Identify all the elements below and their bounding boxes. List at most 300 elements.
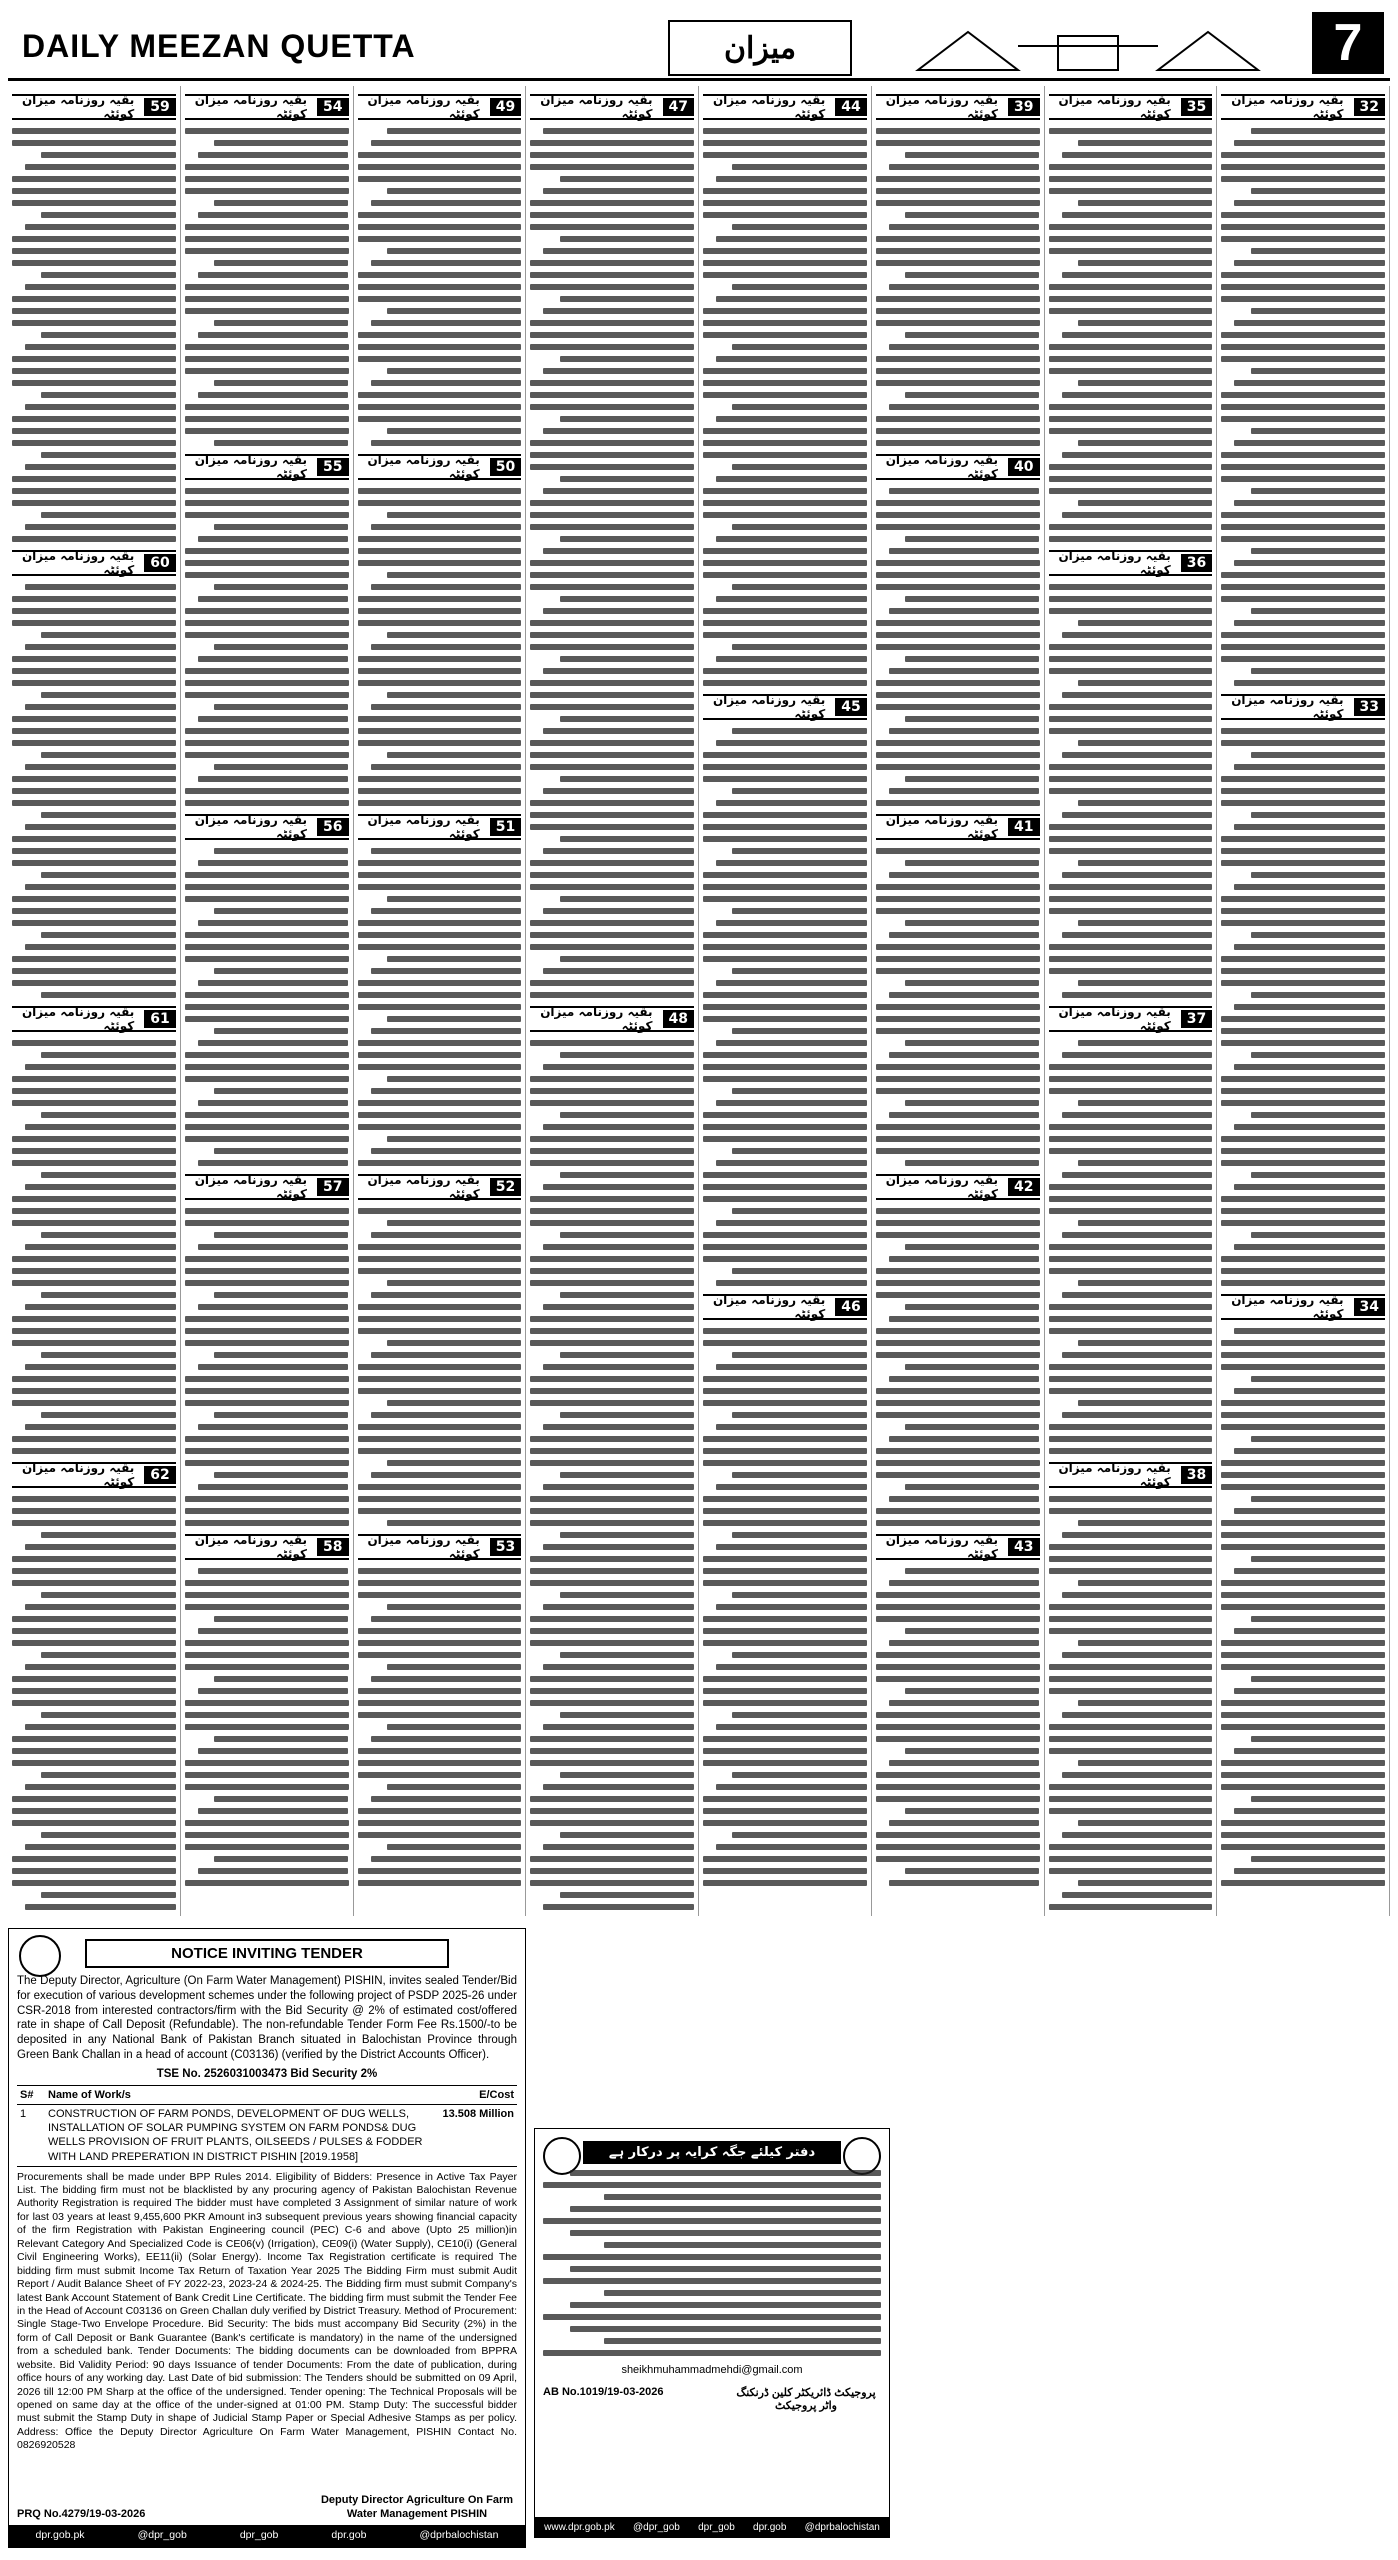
text-line bbox=[1062, 1112, 1213, 1118]
text-line bbox=[530, 1220, 694, 1226]
text-line bbox=[12, 1268, 176, 1274]
table-cell: CONSTRUCTION OF FARM PONDS, DEVELOPMENT OF DUG WELLS, INSTALLATION OF SOLAR PUMPING SYSTEM ON FARM PONDS& DUG WELLS PROVISION OF FRUIT PLANTS, OILSEEDS / PULSES & FODDER WITH LAND PREPERATION IN DISTRICT PISHIN [2019.1958] bbox=[45, 2105, 431, 2166]
text-line bbox=[703, 1868, 867, 1874]
advert-signatory: پروجیکٹ ڈائریکٹر کلین ڈرنکنگ واٹر پروجیکٹ bbox=[736, 2387, 876, 2412]
text-line bbox=[358, 272, 522, 278]
text-line bbox=[387, 1016, 521, 1022]
text-line bbox=[358, 944, 522, 950]
text-line bbox=[214, 140, 348, 146]
text-line bbox=[1221, 1460, 1385, 1466]
text-line bbox=[530, 224, 694, 230]
text-line bbox=[12, 1676, 176, 1682]
text-line bbox=[1078, 380, 1212, 386]
text-line bbox=[1251, 932, 1385, 938]
continuation-badge bbox=[1221, 1294, 1385, 1320]
text-line bbox=[1078, 1520, 1212, 1526]
text-line bbox=[185, 632, 349, 638]
website-link[interactable]: www.dpr.gob.pk bbox=[544, 2521, 615, 2533]
continuation-number: 36 bbox=[1181, 554, 1212, 572]
text-line bbox=[358, 1880, 522, 1886]
text-line bbox=[905, 1244, 1039, 1250]
text-line bbox=[703, 812, 867, 818]
text-line bbox=[185, 128, 349, 134]
text-line bbox=[371, 1028, 522, 1034]
text-line bbox=[387, 1400, 521, 1406]
text-line bbox=[732, 224, 866, 230]
text-line bbox=[876, 1520, 1040, 1526]
text-line bbox=[703, 248, 867, 254]
text-line bbox=[905, 1040, 1039, 1046]
text-line bbox=[1062, 332, 1213, 338]
continuation-badge bbox=[703, 94, 867, 120]
text-line bbox=[1049, 1136, 1213, 1142]
text-line bbox=[1049, 1424, 1213, 1430]
text-line bbox=[1221, 1772, 1385, 1778]
text-line bbox=[41, 1712, 175, 1718]
text-line bbox=[530, 980, 694, 986]
text-line bbox=[185, 1700, 349, 1706]
text-line bbox=[876, 1400, 1040, 1406]
text-line bbox=[703, 1688, 867, 1694]
text-line bbox=[185, 1664, 349, 1670]
continuation-badge bbox=[358, 94, 522, 120]
text-line bbox=[1049, 704, 1213, 710]
social-handle[interactable]: dpr.gob bbox=[753, 2521, 787, 2533]
text-line bbox=[1078, 320, 1212, 326]
continuation-badge bbox=[1049, 94, 1213, 120]
text-line bbox=[703, 1340, 867, 1346]
text-line bbox=[703, 752, 867, 758]
text-line bbox=[1221, 728, 1385, 734]
text-line bbox=[214, 1676, 348, 1682]
text-line bbox=[1221, 1028, 1385, 1034]
text-line bbox=[1049, 1664, 1213, 1670]
text-line bbox=[543, 308, 694, 314]
text-line bbox=[703, 944, 867, 950]
text-line bbox=[12, 968, 176, 974]
text-line bbox=[1049, 236, 1213, 242]
text-line bbox=[530, 452, 694, 458]
text-line bbox=[530, 1088, 694, 1094]
text-line bbox=[185, 1004, 349, 1010]
continuation-label: بقیہ روزنامہ میزان کوئٹہ bbox=[367, 453, 480, 481]
text-line bbox=[876, 380, 1040, 386]
text-line bbox=[703, 992, 867, 998]
text-line bbox=[12, 1388, 176, 1394]
text-line bbox=[12, 1580, 176, 1586]
text-line bbox=[876, 1724, 1040, 1730]
text-line bbox=[25, 584, 176, 590]
text-line bbox=[1221, 740, 1385, 746]
text-line bbox=[185, 1604, 349, 1610]
text-line bbox=[214, 1856, 348, 1862]
text-line bbox=[703, 872, 867, 878]
text-line bbox=[530, 824, 694, 830]
text-line bbox=[543, 908, 694, 914]
text-line bbox=[1251, 188, 1385, 194]
continuation-number: 50 bbox=[490, 458, 521, 476]
continuation-label: بقیہ روزنامہ میزان کوئٹہ bbox=[367, 1173, 480, 1201]
text-line bbox=[703, 1376, 867, 1382]
text-line bbox=[1049, 596, 1213, 602]
continuation-number: 53 bbox=[490, 1538, 521, 1556]
text-line bbox=[185, 992, 349, 998]
continuation-number: 56 bbox=[317, 818, 348, 836]
text-line bbox=[543, 428, 694, 434]
text-line bbox=[358, 1700, 522, 1706]
text-line bbox=[185, 1220, 349, 1226]
text-line bbox=[1049, 1736, 1213, 1742]
text-line bbox=[703, 1076, 867, 1082]
text-line bbox=[198, 536, 349, 542]
text-line bbox=[703, 824, 867, 830]
social-handle[interactable]: @dprbalochistan bbox=[804, 2521, 880, 2533]
text-line bbox=[358, 656, 522, 662]
text-line bbox=[185, 356, 349, 362]
text-line bbox=[1221, 644, 1385, 650]
text-line bbox=[198, 716, 349, 722]
text-line bbox=[732, 788, 866, 794]
text-line bbox=[1049, 248, 1213, 254]
social-handle[interactable]: dpr.gob bbox=[331, 2529, 367, 2542]
prq-number: PRQ No.4279/19-03-2026 bbox=[17, 2507, 146, 2520]
text-line bbox=[41, 1172, 175, 1178]
text-line bbox=[530, 152, 694, 158]
text-line bbox=[716, 1100, 867, 1106]
text-line bbox=[543, 1124, 694, 1130]
text-line bbox=[185, 164, 349, 170]
text-line bbox=[371, 704, 522, 710]
text-line bbox=[1251, 368, 1385, 374]
text-line bbox=[889, 1436, 1040, 1442]
text-line bbox=[543, 1484, 694, 1490]
text-line bbox=[25, 1184, 176, 1190]
text-line bbox=[12, 1688, 176, 1694]
text-line bbox=[530, 620, 694, 626]
continuation-number: 33 bbox=[1354, 698, 1385, 716]
text-line bbox=[1221, 572, 1385, 578]
text-line bbox=[1221, 584, 1385, 590]
text-line bbox=[358, 932, 522, 938]
text-line bbox=[1049, 908, 1213, 914]
text-line bbox=[530, 932, 694, 938]
text-line bbox=[530, 812, 694, 818]
text-line bbox=[530, 344, 694, 350]
text-line bbox=[530, 260, 694, 266]
text-line bbox=[1234, 140, 1385, 146]
text-line bbox=[1049, 476, 1213, 482]
text-line bbox=[703, 380, 867, 386]
text-line bbox=[1062, 872, 1213, 878]
text-line bbox=[25, 1844, 176, 1850]
text-line bbox=[185, 1112, 349, 1118]
continuation-label: بقیہ روزنامہ میزان کوئٹہ bbox=[885, 93, 999, 121]
text-line bbox=[876, 176, 1040, 182]
text-line bbox=[530, 1568, 694, 1574]
text-line bbox=[12, 1616, 176, 1622]
text-line bbox=[1049, 1844, 1213, 1850]
text-line bbox=[12, 788, 176, 794]
text-line bbox=[12, 356, 176, 362]
text-line bbox=[889, 1112, 1040, 1118]
text-line bbox=[530, 1148, 694, 1154]
text-line bbox=[41, 992, 175, 998]
text-line bbox=[1049, 896, 1213, 902]
text-line bbox=[1251, 1736, 1385, 1742]
text-line bbox=[41, 1772, 175, 1778]
text-line bbox=[530, 944, 694, 950]
text-line bbox=[876, 1292, 1040, 1298]
text-line bbox=[1221, 836, 1385, 842]
text-line bbox=[876, 1208, 1040, 1214]
text-line bbox=[371, 380, 522, 386]
text-line bbox=[1221, 284, 1385, 290]
text-line bbox=[560, 1652, 694, 1658]
text-line bbox=[358, 404, 522, 410]
continuation-badge bbox=[703, 1294, 867, 1320]
text-line bbox=[1049, 944, 1213, 950]
text-line bbox=[12, 1100, 176, 1106]
text-line bbox=[889, 788, 1040, 794]
text-line bbox=[358, 1040, 522, 1046]
text-line bbox=[905, 1424, 1039, 1430]
text-line bbox=[876, 1832, 1040, 1838]
text-line bbox=[1221, 968, 1385, 974]
text-line bbox=[1221, 1256, 1385, 1262]
text-line bbox=[1221, 1364, 1385, 1370]
continuation-label: بقیہ روزنامہ میزان کوئٹہ bbox=[712, 93, 826, 121]
text-line bbox=[703, 1184, 867, 1190]
text-line bbox=[703, 680, 867, 686]
text-line bbox=[12, 1040, 176, 1046]
text-line bbox=[530, 1316, 694, 1322]
text-line bbox=[371, 1292, 522, 1298]
tender-notice bbox=[8, 1928, 526, 2548]
text-line bbox=[560, 1412, 694, 1418]
text-line bbox=[358, 1364, 522, 1370]
text-line bbox=[876, 1340, 1040, 1346]
text-line bbox=[371, 1616, 522, 1622]
text-line bbox=[12, 1796, 176, 1802]
text-line bbox=[185, 788, 349, 794]
text-line bbox=[543, 1544, 694, 1550]
text-line bbox=[703, 1616, 867, 1622]
social-handle[interactable]: @dpr_gob bbox=[632, 2521, 680, 2533]
text-line bbox=[1062, 1232, 1213, 1238]
text-line bbox=[876, 584, 1040, 590]
text-line bbox=[185, 692, 349, 698]
text-line bbox=[1049, 1616, 1213, 1622]
text-line bbox=[530, 140, 694, 146]
text-line bbox=[12, 488, 176, 494]
text-line bbox=[876, 500, 1040, 506]
text-line bbox=[1221, 224, 1385, 230]
text-line bbox=[716, 1424, 867, 1430]
text-line bbox=[889, 608, 1040, 614]
text-line bbox=[889, 1640, 1040, 1646]
text-line bbox=[12, 1208, 176, 1214]
social-handle[interactable]: @dpr_gob bbox=[137, 2529, 187, 2542]
text-line bbox=[358, 1112, 522, 1118]
social-handle[interactable]: @dprbalochistan bbox=[419, 2529, 499, 2542]
text-line bbox=[703, 1796, 867, 1802]
text-line bbox=[530, 704, 694, 710]
text-line bbox=[876, 1124, 1040, 1130]
continuation-number: 61 bbox=[144, 1010, 175, 1028]
text-line bbox=[1078, 680, 1212, 686]
text-line bbox=[703, 500, 867, 506]
text-line bbox=[889, 344, 1040, 350]
continuation-label: بقیہ روزنامہ میزان کوئٹہ bbox=[194, 1173, 308, 1201]
text-line bbox=[185, 404, 349, 410]
text-line bbox=[889, 284, 1040, 290]
continuation-badge bbox=[1221, 694, 1385, 720]
continuation-label: بقیہ روزنامہ میزان کوئٹہ bbox=[367, 813, 480, 841]
advert-email[interactable]: sheikhmuhammadmehdi@gmail.com bbox=[621, 2364, 803, 2376]
text-line bbox=[12, 1556, 176, 1562]
text-line bbox=[1049, 344, 1213, 350]
text-line bbox=[185, 296, 349, 302]
tender-tse: TSE No. 2526031003473 Bid Security 2% bbox=[156, 2067, 378, 2080]
text-line bbox=[358, 1496, 522, 1502]
tender-table bbox=[17, 2085, 517, 2166]
text-line bbox=[41, 1592, 175, 1598]
text-line bbox=[543, 488, 694, 494]
text-line bbox=[25, 164, 176, 170]
text-line bbox=[1049, 824, 1213, 830]
text-line bbox=[716, 740, 867, 746]
continuation-number: 47 bbox=[663, 98, 694, 116]
text-line bbox=[214, 764, 348, 770]
text-line bbox=[530, 680, 694, 686]
text-line bbox=[1221, 1652, 1385, 1658]
continuation-number: 55 bbox=[317, 458, 348, 476]
text-line bbox=[1049, 1388, 1213, 1394]
social-handle[interactable]: dpr_gob bbox=[239, 2529, 279, 2542]
text-line bbox=[716, 176, 867, 182]
text-line bbox=[198, 1868, 349, 1874]
text-line bbox=[876, 140, 1040, 146]
text-line bbox=[12, 596, 176, 602]
text-line bbox=[543, 788, 694, 794]
text-line bbox=[371, 1412, 522, 1418]
text-line bbox=[530, 464, 694, 470]
text-line bbox=[1049, 464, 1213, 470]
text-line bbox=[560, 1772, 694, 1778]
text-line bbox=[1234, 1628, 1385, 1634]
continuation-badge bbox=[358, 1174, 522, 1200]
text-line bbox=[1078, 1100, 1212, 1106]
text-line bbox=[876, 1604, 1040, 1610]
continuation-badge bbox=[185, 454, 349, 480]
text-line bbox=[214, 1028, 348, 1034]
text-line bbox=[530, 1268, 694, 1274]
text-line bbox=[905, 596, 1039, 602]
text-line bbox=[732, 1832, 866, 1838]
text-line bbox=[703, 140, 867, 146]
text-line bbox=[530, 1880, 694, 1886]
text-line bbox=[358, 980, 522, 986]
text-line bbox=[876, 572, 1040, 578]
continuation-label: بقیہ روزنامہ میزان کوئٹہ bbox=[194, 93, 308, 121]
text-line bbox=[1221, 1016, 1385, 1022]
text-line bbox=[876, 1088, 1040, 1094]
text-line bbox=[12, 680, 176, 686]
text-line bbox=[41, 272, 175, 278]
text-line bbox=[1234, 1184, 1385, 1190]
text-line bbox=[41, 1832, 175, 1838]
text-line bbox=[358, 1436, 522, 1442]
text-line bbox=[1234, 1688, 1385, 1694]
text-line bbox=[198, 332, 349, 338]
text-line bbox=[371, 440, 522, 446]
text-line bbox=[214, 584, 348, 590]
text-line bbox=[543, 848, 694, 854]
text-line bbox=[214, 908, 348, 914]
text-line bbox=[25, 1604, 176, 1610]
continuation-badge bbox=[358, 454, 522, 480]
text-line bbox=[358, 1376, 522, 1382]
text-line bbox=[185, 1832, 349, 1838]
text-line bbox=[1221, 332, 1385, 338]
text-line bbox=[185, 488, 349, 494]
text-line bbox=[358, 1652, 522, 1658]
text-line bbox=[1078, 200, 1212, 206]
text-line bbox=[1049, 164, 1213, 170]
continuation-label: بقیہ روزنامہ میزان کوئٹہ bbox=[21, 1461, 135, 1489]
text-line bbox=[41, 1892, 175, 1898]
text-line bbox=[530, 512, 694, 518]
text-line bbox=[25, 1664, 176, 1670]
text-line bbox=[560, 1052, 694, 1058]
text-line bbox=[371, 1796, 522, 1802]
continuation-label: بقیہ روزنامہ میزان کوئٹہ bbox=[885, 453, 999, 481]
text-line bbox=[1062, 1712, 1213, 1718]
text-line bbox=[889, 1256, 1040, 1262]
text-line bbox=[41, 1412, 175, 1418]
text-line bbox=[358, 1772, 522, 1778]
text-line bbox=[358, 548, 522, 554]
text-line bbox=[358, 1868, 522, 1874]
text-line bbox=[185, 1724, 349, 1730]
text-line bbox=[358, 920, 522, 926]
text-line bbox=[12, 1820, 176, 1826]
social-handle[interactable]: dpr_gob bbox=[698, 2521, 735, 2533]
text-line bbox=[358, 500, 522, 506]
text-line bbox=[198, 1568, 349, 1574]
text-line bbox=[1221, 1280, 1385, 1286]
text-line bbox=[1221, 1820, 1385, 1826]
text-line bbox=[889, 1820, 1040, 1826]
text-line bbox=[387, 1076, 521, 1082]
text-line bbox=[1049, 416, 1213, 422]
text-line bbox=[1078, 1280, 1212, 1286]
text-line bbox=[358, 788, 522, 794]
text-line bbox=[530, 1640, 694, 1646]
text-line bbox=[12, 1088, 176, 1094]
text-line bbox=[12, 1508, 176, 1514]
website-link[interactable]: dpr.gob.pk bbox=[35, 2529, 85, 2542]
text-line bbox=[41, 1232, 175, 1238]
text-line bbox=[905, 212, 1039, 218]
text-line bbox=[889, 1496, 1040, 1502]
text-line bbox=[1234, 440, 1385, 446]
text-line bbox=[1078, 1340, 1212, 1346]
text-line bbox=[1234, 1868, 1385, 1874]
text-line bbox=[716, 1844, 867, 1850]
text-line bbox=[198, 1628, 349, 1634]
text-line bbox=[1251, 1112, 1385, 1118]
